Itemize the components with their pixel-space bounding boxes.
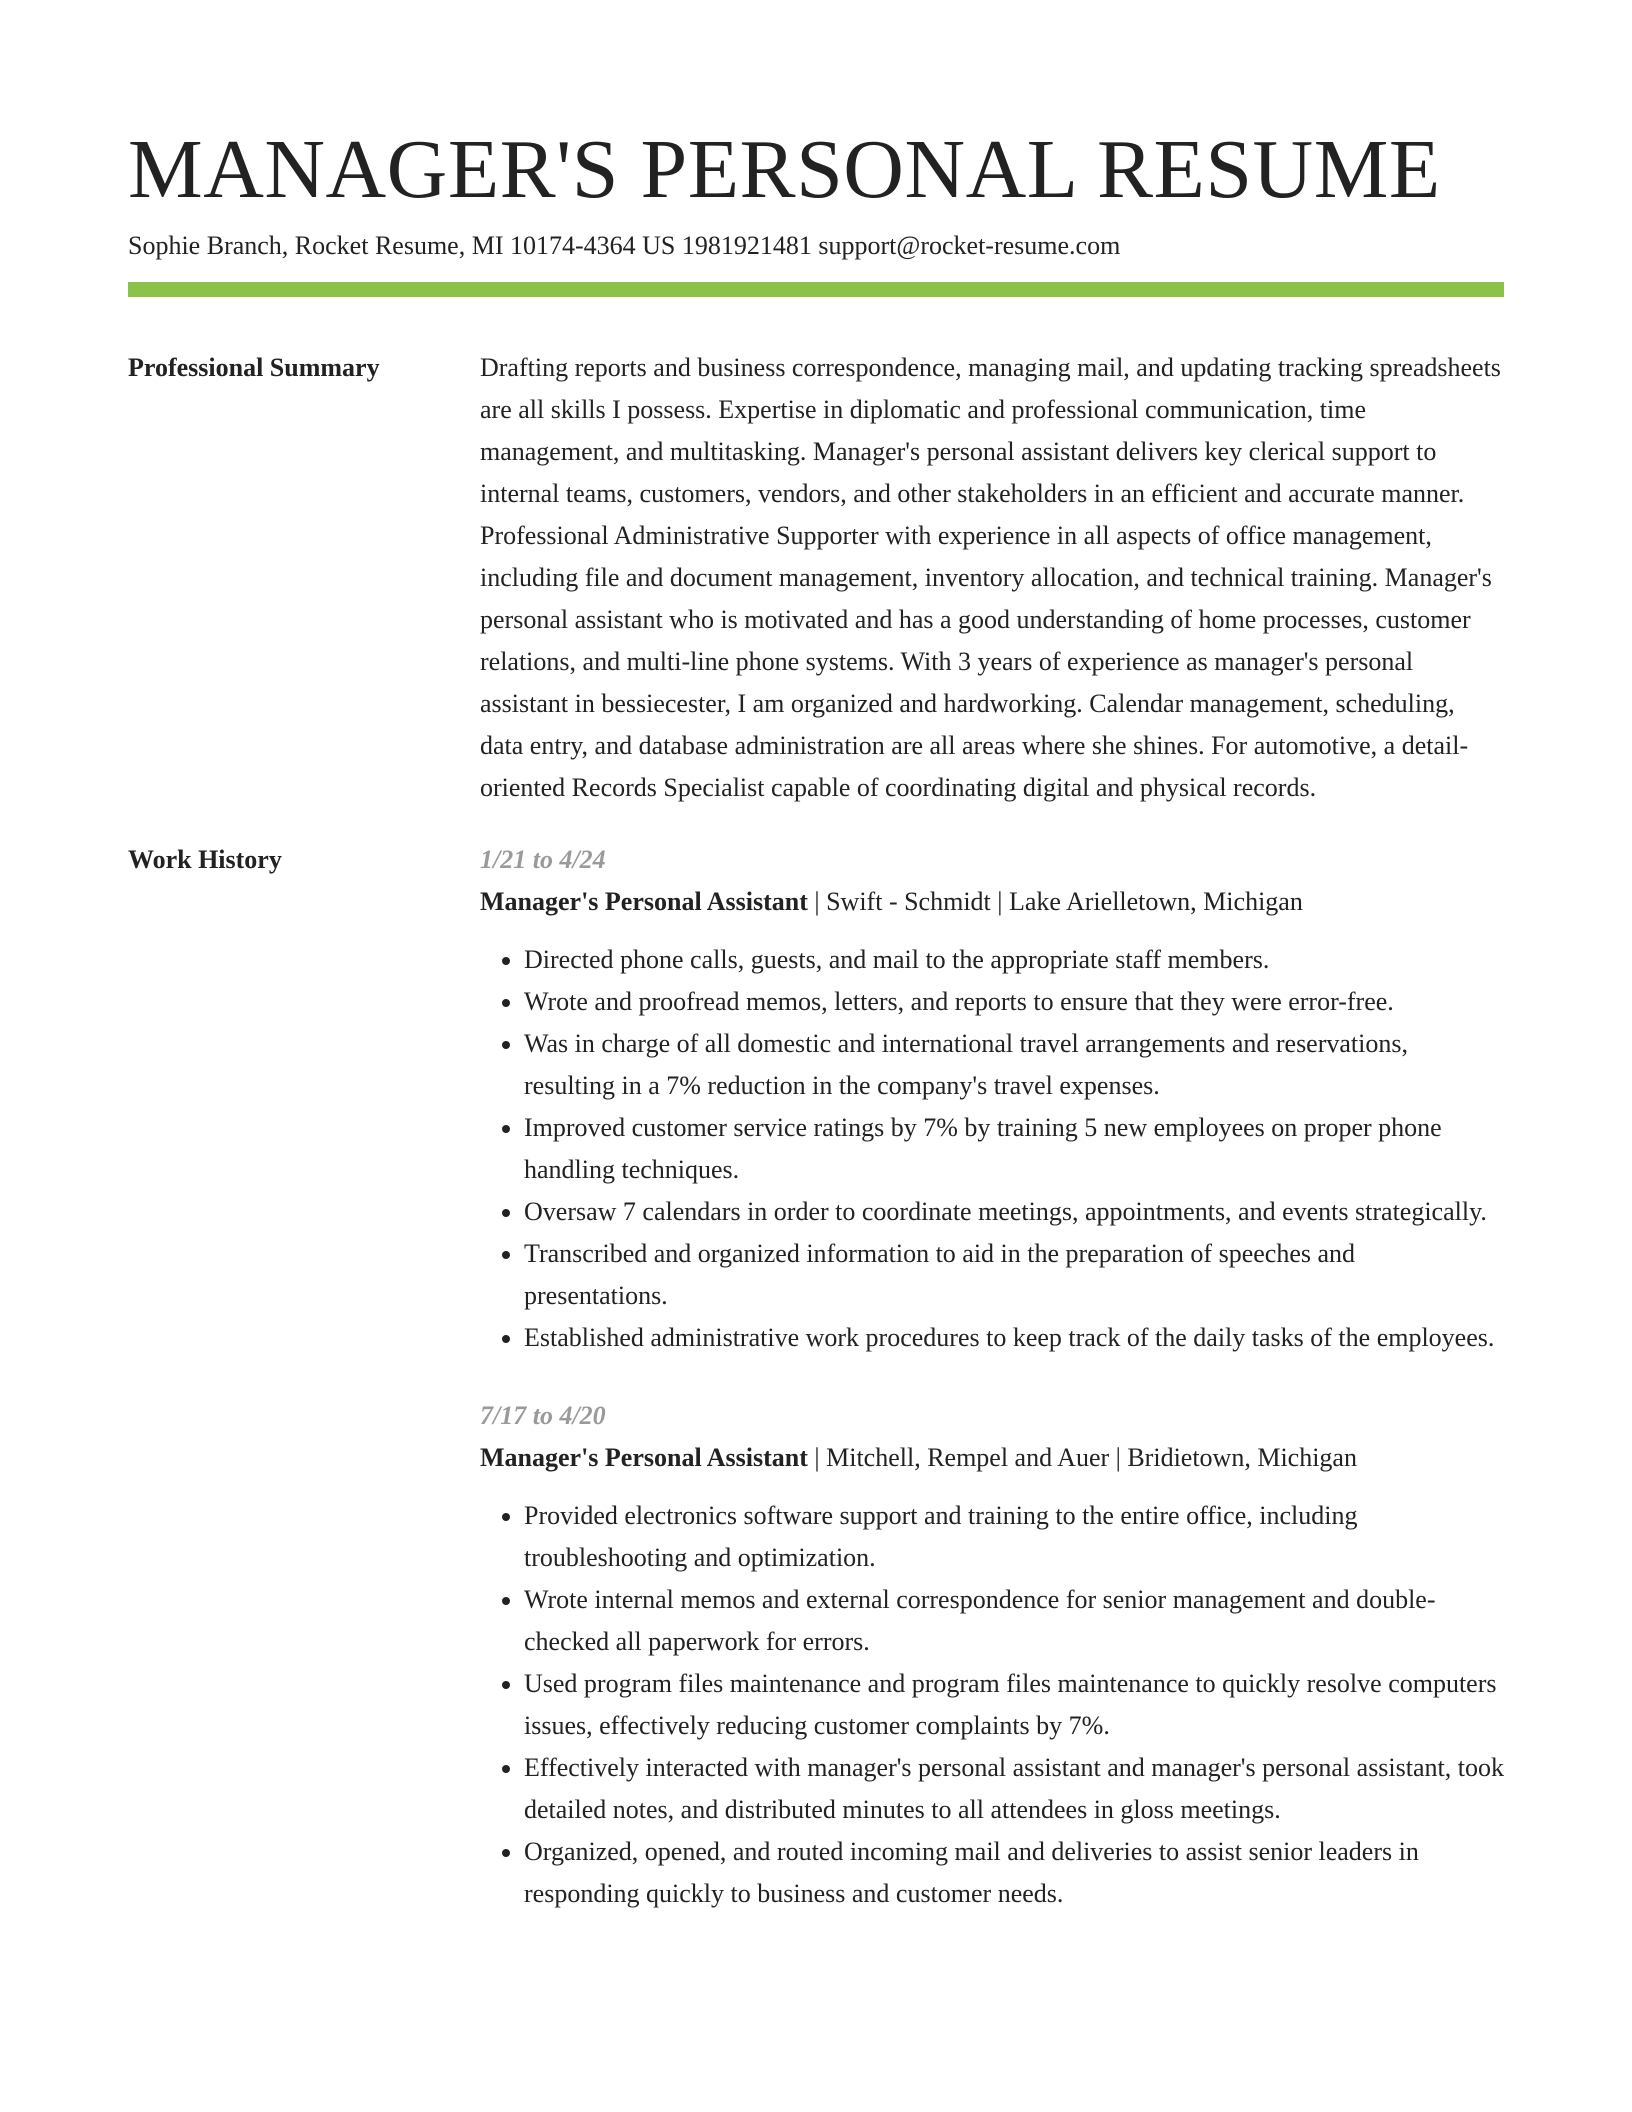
job-entry [480,839,1504,1359]
resume-page [128,0,1504,1951]
job-employer-location: | Mitchell, Rempel and Auer | Bridietown, Michigan [807,1443,1357,1472]
job-entry [480,1395,1504,1915]
summary-body [480,347,1504,809]
job-header [480,881,1504,923]
work-history-body [480,839,1504,1951]
professional-summary-section [128,347,1504,809]
summary-text: Drafting reports and business correspondence, managing mail, and updating tracking spreadsheets are all skills I possess. Expertise in diplomatic and professional communication, time management, and multitasking. Manager's personal assistant delivers key clerical support to internal teams, customers, vendors, and other stakeholders in an efficient and accurate manner. Professional Administrative Supporter with experience in all aspects of office management, including file and document management, inventory allocation, and technical training. Manager's personal assistant who is motivated and has a good understanding of home processes, customer relations, and multi-line phone systems. With 3 years of experience as manager's personal assistant in bessiecester, I am organized and hardworking. Calendar management, scheduling, data entry, and database administration are all areas where she shines. For automotive, a detail-oriented Records Specialist capable of coordinating digital and physical records. [480,353,1501,802]
job-bullet: • Used program files maintenance and program files maintenance to quickly resolve computers issues, effectively reducing customer complaints by 7%. [524,1663,1504,1747]
job-bullet: • Directed phone calls, guests, and mail to the appropriate staff members. [524,939,1504,981]
job-bullet: • Provided electronics software support and training to the entire office, including troubleshooting and optimization. [524,1495,1504,1579]
job-bullet: • Oversaw 7 calendars in order to coordinate meetings, appointments, and events strategically. [524,1191,1504,1233]
section-label-professional-summary: Professional Summary [128,353,380,382]
contact-info: Sophie Branch, Rocket Resume, MI 10174-4364 US 1981921481 support@rocket-resume.com [128,231,1121,260]
job-title: Manager's Personal Assistant [480,1443,808,1472]
job-dates: 1/21 to 4/24 [480,845,606,874]
job-bullet: • Established administrative work procedures to keep track of the daily tasks of the employees. [524,1317,1504,1359]
job-title: Manager's Personal Assistant [480,887,808,916]
job-bullet: • Improved customer service ratings by 7% by training 5 new employees on proper phone handling techniques. [524,1107,1504,1191]
resume-title: MANAGER'S PERSONAL RESUME [128,123,1441,216]
job-employer-location: | Swift - Schmidt | Lake Arielletown, Michigan [807,887,1303,916]
job-bullet: • Transcribed and organized information to aid in the preparation of speeches and presentations. [524,1233,1504,1317]
job-bullet: • Wrote and proofread memos, letters, and reports to ensure that they were error-free. [524,981,1504,1023]
job-bullet: • Organized, opened, and routed incoming mail and deliveries to assist senior leaders in responding quickly to business and customer needs. [524,1831,1504,1915]
job-bullet-list [480,939,1504,1359]
accent-divider [128,282,1504,297]
job-bullet-list [480,1495,1504,1915]
job-dates: 7/17 to 4/20 [480,1401,606,1430]
job-bullet: • Wrote internal memos and external correspondence for senior management and double-checked all paperwork for errors. [524,1579,1504,1663]
job-bullet: • Effectively interacted with manager's personal assistant and manager's personal assistant, took detailed notes, and distributed minutes to all attendees in gloss meetings. [524,1747,1504,1831]
section-label-work-history: Work History [128,845,282,874]
job-bullet: • Was in charge of all domestic and international travel arrangements and reservations, resulting in a 7% reduction in the company's travel expenses. [524,1023,1504,1107]
work-history-section [128,839,1504,1951]
job-header [480,1437,1504,1479]
